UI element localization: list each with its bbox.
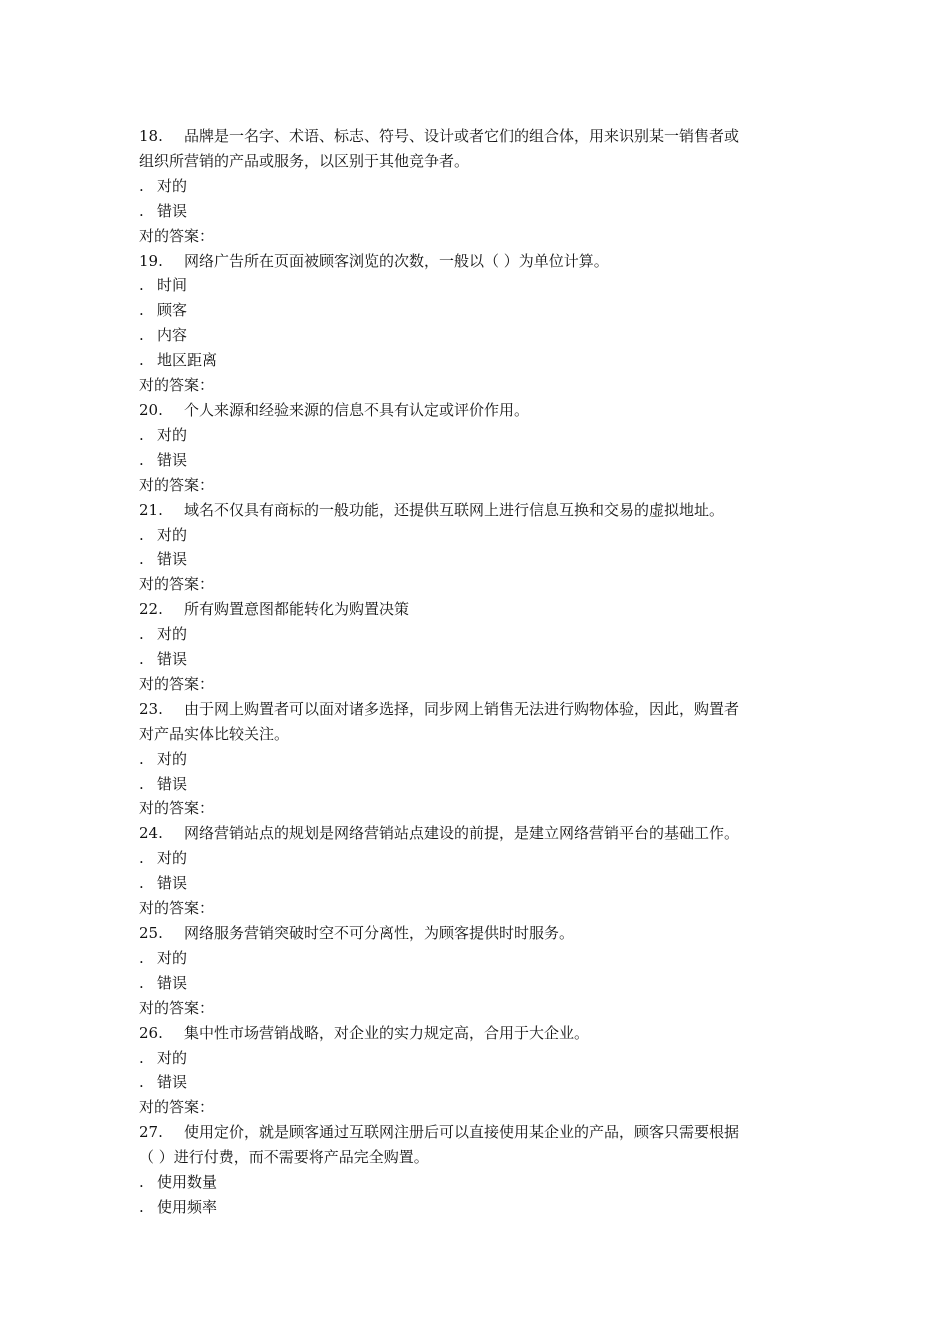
question-24	[139, 821, 819, 921]
option[interactable]	[139, 971, 819, 996]
question-number: 26.	[139, 1023, 163, 1042]
question-22	[139, 597, 819, 697]
option[interactable]	[139, 199, 819, 224]
option-marker: .	[139, 276, 144, 295]
answer-label: 对的答案：	[139, 376, 215, 395]
question-18	[139, 124, 819, 249]
question-text: 网络广告所在页面被顾客浏览的次数，一般以（ ）为单位计算。	[184, 251, 609, 270]
option[interactable]	[139, 273, 819, 298]
question-text: 域名不仅具有商标的一般功能，还提供互联网上进行信息互换和交易的虚拟地址。	[184, 500, 725, 519]
answer-label: 对的答案：	[139, 226, 215, 245]
option-text: 地区距离	[157, 351, 218, 370]
option[interactable]	[139, 747, 819, 772]
option-text: 对的	[157, 625, 188, 644]
option-text: 内容	[157, 326, 188, 345]
question-stem	[139, 124, 819, 149]
option-text: 对的	[157, 948, 188, 967]
option-text: 错误	[157, 774, 188, 793]
option-text: 对的	[157, 749, 188, 768]
option-marker: .	[139, 450, 144, 469]
option[interactable]	[139, 348, 819, 373]
option[interactable]	[139, 323, 819, 348]
option-text: 对的	[157, 525, 188, 544]
question-number: 19.	[139, 251, 163, 270]
answer-label: 对的答案：	[139, 575, 215, 594]
option-marker: .	[139, 650, 144, 669]
option-text: 对的	[157, 176, 188, 195]
option-text: 错误	[157, 650, 188, 669]
option-marker: .	[139, 351, 144, 370]
option-marker: .	[139, 625, 144, 644]
option-marker: .	[139, 1197, 144, 1216]
option[interactable]	[139, 298, 819, 323]
option[interactable]	[139, 647, 819, 672]
option-marker: .	[139, 1173, 144, 1192]
option-marker: .	[139, 774, 144, 793]
question-number: 23.	[139, 699, 163, 718]
answer-label: 对的答案：	[139, 674, 215, 693]
answer-label: 对的答案：	[139, 998, 215, 1017]
option-marker: .	[139, 326, 144, 345]
document-page	[139, 124, 819, 1220]
question-text: 个人来源和经验来源的信息不具有认定或评价作用。	[184, 400, 530, 419]
option-text: 错误	[157, 450, 188, 469]
option-marker: .	[139, 1048, 144, 1067]
option-text: 错误	[157, 550, 188, 569]
question-number: 22.	[139, 600, 163, 619]
option-text: 错误	[157, 874, 188, 893]
question-text: 品牌是一名字、术语、标志、符号、设计或者它们的组合体，用来识别某一销售者或	[184, 127, 740, 145]
option-text: 使用数量	[157, 1173, 218, 1192]
option-marker: .	[139, 1073, 144, 1092]
question-stem	[139, 498, 819, 523]
answer-label: 对的答案：	[139, 799, 215, 818]
question-number: 21.	[139, 500, 163, 519]
option[interactable]	[139, 1170, 819, 1195]
question-19	[139, 249, 819, 398]
question-23	[139, 697, 819, 822]
question-number: 20.	[139, 400, 163, 419]
question-text-continued: 组织所营销的产品或服务，以区别于其他竞争者。	[139, 151, 470, 170]
option[interactable]	[139, 1070, 819, 1095]
option-marker: .	[139, 201, 144, 220]
question-stem	[139, 249, 819, 274]
option-text: 时间	[157, 276, 188, 295]
question-number: 24.	[139, 824, 163, 843]
option-marker: .	[139, 301, 144, 320]
question-number: 27.	[139, 1123, 163, 1142]
question-text-continued: （ ）进行付费，而不需要将产品完全购置。	[139, 1148, 429, 1167]
option-marker: .	[139, 973, 144, 992]
question-text: 由于网上购置者可以面对诸多选择，同步网上销售无法进行购物体验，因此，购置者	[184, 699, 740, 718]
option-marker: .	[139, 874, 144, 893]
option-marker: .	[139, 948, 144, 967]
question-21	[139, 498, 819, 598]
option[interactable]	[139, 1195, 819, 1220]
question-stem	[139, 697, 819, 722]
question-stem	[139, 398, 819, 423]
question-text: 集中性市场营销战略，对企业的实力规定高，合用于大企业。	[184, 1023, 590, 1042]
question-number: 18.	[139, 127, 163, 145]
question-text: 所有购置意图都能转化为购置决策	[184, 600, 410, 619]
option-text: 对的	[157, 1048, 188, 1067]
option[interactable]	[139, 846, 819, 871]
option-text: 使用频率	[157, 1197, 218, 1216]
option-text: 错误	[157, 973, 188, 992]
question-text: 使用定价，就是顾客通过互联网注册后可以直接使用某企业的产品，顾客只需要根据	[184, 1123, 740, 1142]
option[interactable]	[139, 1046, 819, 1071]
option[interactable]	[139, 547, 819, 572]
option-text: 对的	[157, 849, 188, 868]
option-text: 错误	[157, 201, 188, 220]
option-marker: .	[139, 849, 144, 868]
question-text: 网络服务营销突破时空不可分离性，为顾客提供时时服务。	[184, 924, 575, 942]
option-marker: .	[139, 550, 144, 569]
option-marker: .	[139, 425, 144, 444]
option-marker: .	[139, 525, 144, 544]
option[interactable]	[139, 946, 819, 971]
answer-label: 对的答案：	[139, 899, 215, 918]
option[interactable]	[139, 174, 819, 199]
answer-label: 对的答案：	[139, 1098, 215, 1117]
question-text: 网络营销站点的规划是网络营销站点建设的前提，是建立网络营销平台的基础工作。	[184, 824, 740, 843]
question-stem	[139, 1120, 819, 1145]
option-text: 错误	[157, 1073, 188, 1092]
option[interactable]	[139, 423, 819, 448]
question-number: 25.	[139, 924, 163, 942]
question-25	[139, 921, 819, 1021]
option-marker: .	[139, 176, 144, 195]
option-text: 顾客	[157, 301, 188, 320]
question-text-continued: 对产品实体比较关注。	[139, 724, 290, 743]
option[interactable]	[139, 772, 819, 797]
option[interactable]	[139, 448, 819, 473]
option[interactable]	[139, 523, 819, 548]
question-stem	[139, 1021, 819, 1046]
question-26	[139, 1021, 819, 1121]
option-text: 对的	[157, 425, 188, 444]
answer-label: 对的答案：	[139, 475, 215, 494]
question-20	[139, 398, 819, 498]
option-marker: .	[139, 749, 144, 768]
question-27	[139, 1120, 819, 1220]
option[interactable]	[139, 871, 819, 896]
option[interactable]	[139, 622, 819, 647]
question-stem	[139, 597, 819, 622]
question-stem	[139, 821, 819, 846]
question-stem	[139, 921, 819, 946]
